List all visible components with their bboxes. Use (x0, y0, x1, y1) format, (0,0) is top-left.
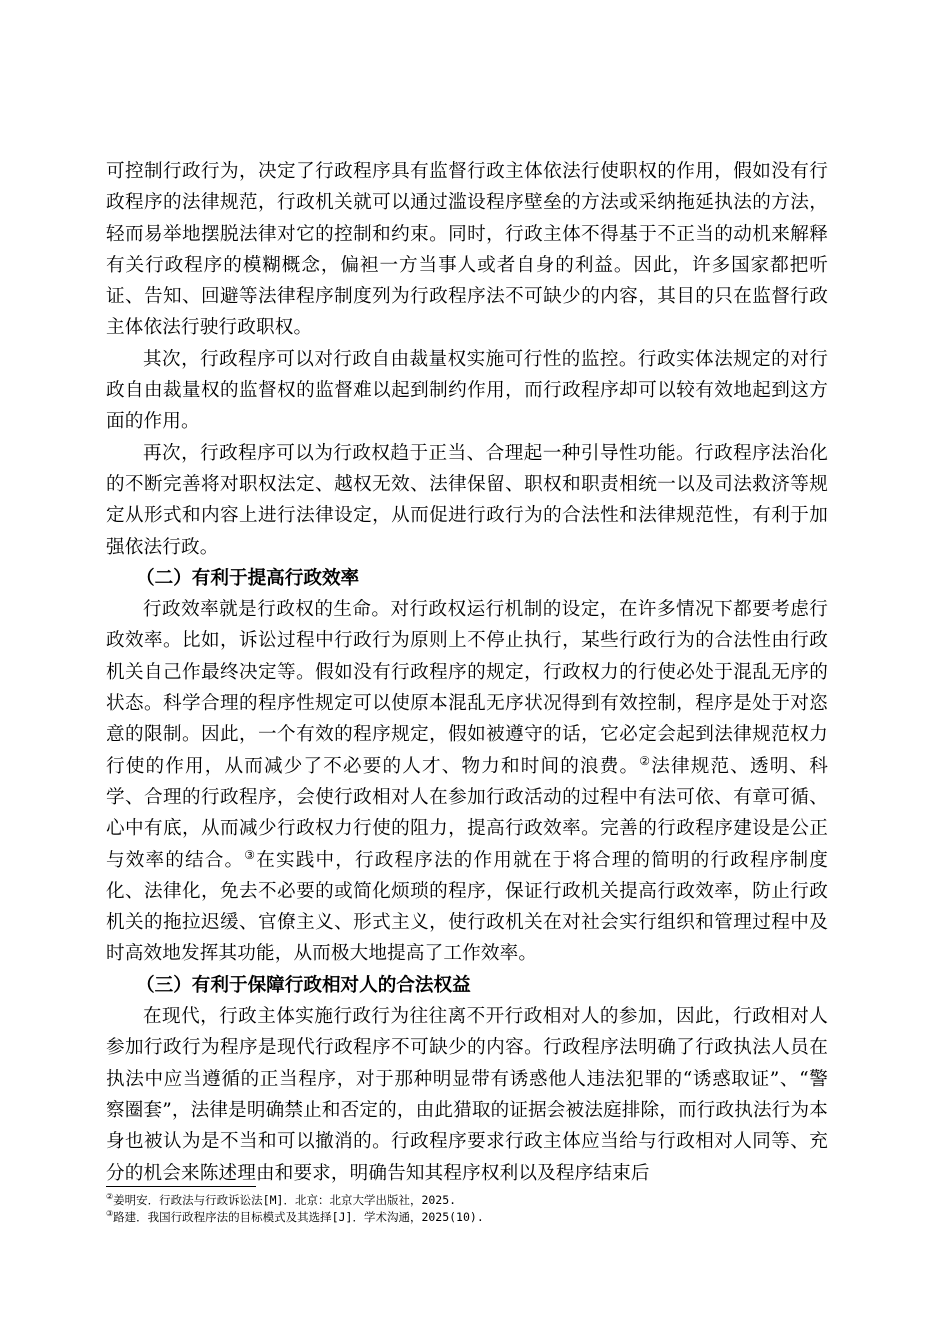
footnote-3 (106, 1209, 828, 1226)
footnotes (106, 1192, 828, 1226)
paragraph-text-segment: 在实践中，行政程序法的作用就在于将合理的简明的行政程序制度化、法律化，免去不必要的或简化烦琐的程序，保证行政机关提高行政效率，防止行政机关的拖拉迟缓、官僚主义、形式主义，使行政机关在对社会实行组织和管理过程中及时高效地发挥其功能，从而极大地提高了工作效率。 (106, 849, 828, 965)
paragraph-discretion-monitoring: 其次，行政程序可以对行政自由裁量权实施可行性的监控。行政实体法规定的对行政自由裁量权的监督权的监督难以起到制约作用，而行政程序却可以较有效地起到这方面的作用。 (106, 348, 828, 433)
section-heading-efficiency: （二）有利于提高行政效率 (136, 567, 360, 589)
paragraph-continuation: 可控制行政行为，决定了行政程序具有监督行政主体依法行使职权的作用，假如没有行政程序的法律规范，行政机关就可以通过滥设程序壁垒的方法或采纳拖延执法的方法，轻而易举地摆脱法律对它的控制和约束。同时，行政主体不得基于不正当的动机来解释有关行政程序的模糊概念，偏袒一方当事人或者自身的利益。因此，许多国家都把听证、告知、回避等法律程序制度列为行政程序法不可缺少的内容，其目的只在监督行政主体依法行驶行政职权。 (106, 161, 828, 339)
footnote-2 (106, 1192, 828, 1209)
footnote-reference-2[interactable]: ② (639, 753, 652, 768)
paragraph-text-segment: 行政效率就是行政权的生命。对行政权运行机制的设定，在许多情况下都要考虑行政效率。比如，诉讼过程中行政行为原则上不停止执行，某些行政行为的合法性由行政机关自己作最终决定等。假如没有行政程序的规定，行政权力的行使必处于混乱无序的状态。科学合理的程序性规定可以使原本混乱无序状况得到有效控制，程序是处于对恣意的限制。因此，一个有效的程序规定，假如被遵守的话，它必定会起到法律规范权力行使的作用，从而减少了不必要的人才、物力和时间的浪费。 (106, 599, 828, 777)
body-text (106, 156, 828, 1189)
footnote-divider (106, 1186, 256, 1187)
footnote-mark: ② (106, 1192, 114, 1202)
footnote-mark: ③ (106, 1209, 114, 1219)
paragraph-counterpart-rights: 在现代，行政主体实施行政行为往往离不开行政相对人的参加，因此，行政相对人参加行政行为程序是现代行政程序不可缺少的内容。行政程序法明确了行政执法人员在执法中应当遵循的正当程序，对于那种明显带有诱惑他人违法犯罪的“诱惑取证”、“警察圈套”，法律是明确禁止和否定的，由此猎取的证据会被法庭排除，而行政执法行为本身也被认为是不当和可以撤消的。行政程序要求行政主体应当给与行政相对人同等、充分的机会来陈述理由和要求，明确告知其程序权利以及程序结束后 (106, 1006, 828, 1184)
section-heading-rights: （三）有利于保障行政相对人的合法权益 (136, 974, 471, 996)
paragraph-administrative-efficiency (106, 594, 828, 970)
footnote-text: 路建．我国行政程序法的目标模式及其选择[J]．学术沟通，2025(10). (113, 1210, 484, 1224)
footnote-reference-3[interactable]: ③ (244, 847, 257, 862)
paragraph-guidance-function: 再次，行政程序可以为行政权趋于正当、合理起一种引导性功能。行政程序法治化的不断完善将对职权法定、越权无效、法律保留、职权和职责相统一以及司法救济等规定从形式和内容上进行法律设定，从而促进行政行为的合法性和法律规范性，有利于加强依法行政。 (106, 442, 828, 558)
paragraph-text-segment: 法律规范、透明、科学、合理的行政程序，会使行政相对人在参加行政活动的过程中有法可依、有章可循、心中有底，从而减少行政权力行使的阻力，提高行政效率。完善的行政程序建设是公正与效率的结合。 (106, 755, 828, 871)
footnote-text: 姜明安．行政法与行政诉讼法[M]．北京：北京大学出版社，2025. (113, 1193, 457, 1207)
